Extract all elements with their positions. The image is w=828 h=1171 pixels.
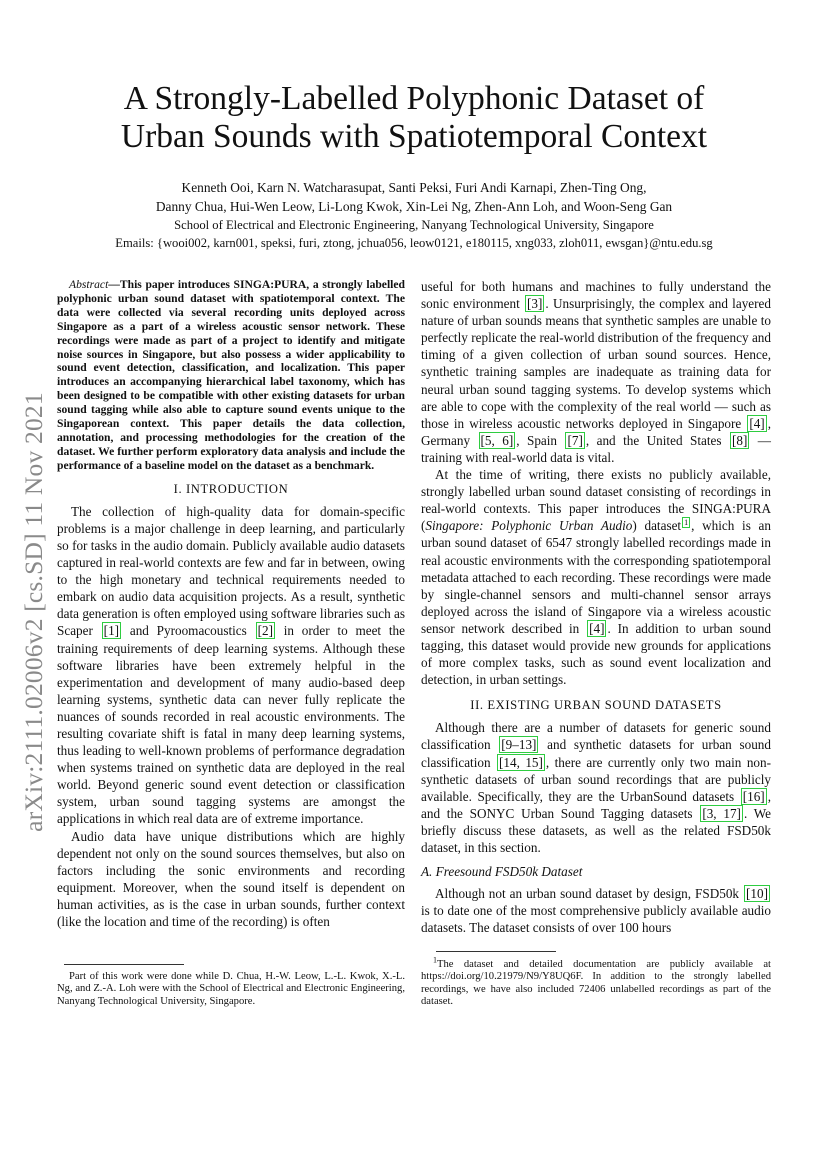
abstract [57,278,405,473]
right-paragraph-1: useful for both humans and machines to fully understand the sonic environment [3] . Unsurprisingly, the complex and layered nature of urban sounds means that synthetic samples are unable to perfectly replicate the real-world distribution of the frequency and timing of a given collection of urban sound sources. Hence, synthetic training samples are inadequate as training data for neural urban sound tagging systems. To develop systems which are able to cope with the complexity of the real world — such as those in wireless acoustic networks deployed in Singapore [4] , Germany [5, 6] , Spain [7] , and the United States [8] — training with real-world data is vital. [421,279,771,465]
arxiv-stamp-text: arXiv:2111.02006v2 [cs.SD] 11 Nov 2021 [19,392,48,832]
abstract-text: —This paper introduces SINGA:PURA, a strongly labelled polyphonic urban sound dataset with spatiotemporal context. The data were collected via several recording units deployed across Singapore as a part of a wireless acoustic sensor network. These recordings were made as part of a project to identify and mitigate noise sources in Singapore, but also possess a wider applicability to sound event detection, classification, and localization. This paper introduces an accompanying hierarchical label taxonomy, which has been designed to be compatible with other existing datasets for urban sound tagging while also able to capture sound events unique to the Singaporean context. This paper details the data collection, annotation, and processing methodologies for the creation of the dataset. We further perform exploratory data analysis and include the performance of a baseline model on the dataset as a benchmark. [57,278,405,472]
author-list [0,178,828,216]
authors-line-2: Danny Chua, Hui-Wen Leow, Li-Long Kwok, Xin-Lei Ng, Zhen-Ann Loh, and Woon-Seng Gan [155,199,673,214]
title-line-1: A Strongly-Labelled Polyphonic Dataset of [123,80,705,117]
citation-link[interactable]: [8] [731,432,748,448]
title-line-2: Urban Sounds with Spatiotemporal Context [120,118,708,155]
section-heading-existing-datasets: II. EXISTING URBAN SOUND DATASETS [470,698,722,713]
emails: Emails: {wooi002, karn001, speksi, furi, ztong, jchua056, leow0121, e180115, xng033, zloh011, ewsgan}@ntu.edu.sg [115,236,713,250]
left-column [57,278,405,930]
intro-paragraph-2: Audio data have unique distributions which are highly dependent not only on the sound sources themselves, but also on factors including the sonic environments and recording equipment. Moreover, when the sound itself is dependent on human activities, as is the case in urban sounds, further context (like the location and time of the recording) is often [57,828,405,930]
authors-line-1: Kenneth Ooi, Karn N. Watcharasupat, Santi Peksi, Furi Andi Karnapi, Zhen-Ting Ong, [181,180,647,195]
left-footnote: Part of this work were done while D. Chua, H.-W. Leow, L.-L. Kwok, X.-L. Ng, and Z.-A. Loh were with the School of Electrical and Electronic Engineering, Nanyang Technological University, Singapore. [57,971,405,1007]
affiliation-block [0,216,828,252]
paper-title [0,80,828,156]
abstract-label: Abstract [69,278,109,291]
subsection-heading-fsd50k: A. Freesound FSD50k Dataset [421,864,583,880]
section2-paragraph-1: Although there are a number of datasets for generic sound classification [9–13] and synthetic datasets for urban sound classification [14, 15] , there are currently only two main non-synthetic datasets of urban sound recordings that are publicly available. Specifically, they are the UrbanSound datasets [16] , and the SONYC Urban Sound Tagging datasets [3, 17] . We briefly discuss these datasets, as well as the related FSD50k dataset, in this section. [421,720,772,855]
citation-link[interactable]: [9–13] [501,737,537,753]
right-footnote-text: The dataset and detailed documentation are publicly available at https://doi.org/10.21979/N9/Y8UQ6F. In addition to the strongly labelled recordings, we have also included 72406 unlabelled recordings as part of the dataset. [421,959,771,1008]
citation-link[interactable]: [16] [742,788,765,804]
citation-link[interactable]: [4] [749,415,765,431]
intro-paragraph-1: The collection of high-quality data for domain-specific problems is a major challenge in deep learning, and particularly so for tasks in the audio domain. Publicly available audio datasets captured in real-world contexts are few and far in between, owing to the high monetary and technical requirements needed to embark on audio data acquisition projects. As a result, synthetic data generation is often employed using software libraries such as Scaper [1] and Pyroomacoustics [2] in order to meet the training requirements of deep learning systems. Although these software libraries have been extremely helpful in the experimentation and development of many audio-based deep learning systems, synthetic data can never fully replicate the nuances of sounds recorded in real acoustic environments. The resulting covariate shift is fatal in many deep learning systems, thus leading to well-known problems of performance degradation when systems trained on synthetic data are deployed in the real world. Beyond generic sound event detection or classification system, urban sound tagging systems are amongst the applications in which real data are of extreme importance. [57,503,405,827]
subsection-a-paragraph-1: Although not an urban sound dataset by design, FSD50k [10] is to date one of the most comprehensive publicly available audio datasets. The dataset consists of over 100 hours [421,886,771,936]
citation-link[interactable]: [7] [567,432,583,448]
citation-link[interactable]: [14, 15] [499,754,543,770]
right-paragraph-2: At the time of writing, there exists no publicly available, strongly labelled urban sound dataset consisting of recordings in real-world contexts. This paper introduces the SINGA:PURA (Singapore: Polyphonic Urban Audio) dataset $^1$ , which is an urban sound dataset of 6547 strongly labelled recordings made in real acoustic environments with the corresponding spatiotemporal metadata attached to each recording. These recordings were made by single-channel sensors and multi-channel sensor arrays deployed across the island of Singapore via a wireless acoustic sensor network described in [4] . In addition to urban sound tagging, this dataset would provide new grounds for applications of more complex tasks, such as sound event localization and detection, in urban settings. [421,467,771,688]
citation-link[interactable]: [3, 17] [702,805,741,821]
footnote-number: 1 [433,955,437,965]
citation-link[interactable]: [3] [527,296,543,312]
citation-link[interactable]: [4] [589,620,605,636]
citation-link[interactable]: [1] [103,623,120,639]
arxiv-stamp [19,362,48,862]
citation-link[interactable]: [10] [746,886,768,902]
footnote-rule-right [436,951,556,952]
citation-link[interactable]: [2] [257,623,273,639]
affiliation: School of Electrical and Electronic Engineering, Nanyang Technological University, Singapore [174,218,654,232]
right-column [421,278,771,936]
footnote-mark[interactable]: 1 [684,517,689,527]
footnote-rule-left [64,964,184,965]
right-footnote [421,955,771,1009]
section-heading-introduction: I. INTRODUCTION [173,481,289,496]
citation-link[interactable]: [5, 6] [480,432,514,448]
